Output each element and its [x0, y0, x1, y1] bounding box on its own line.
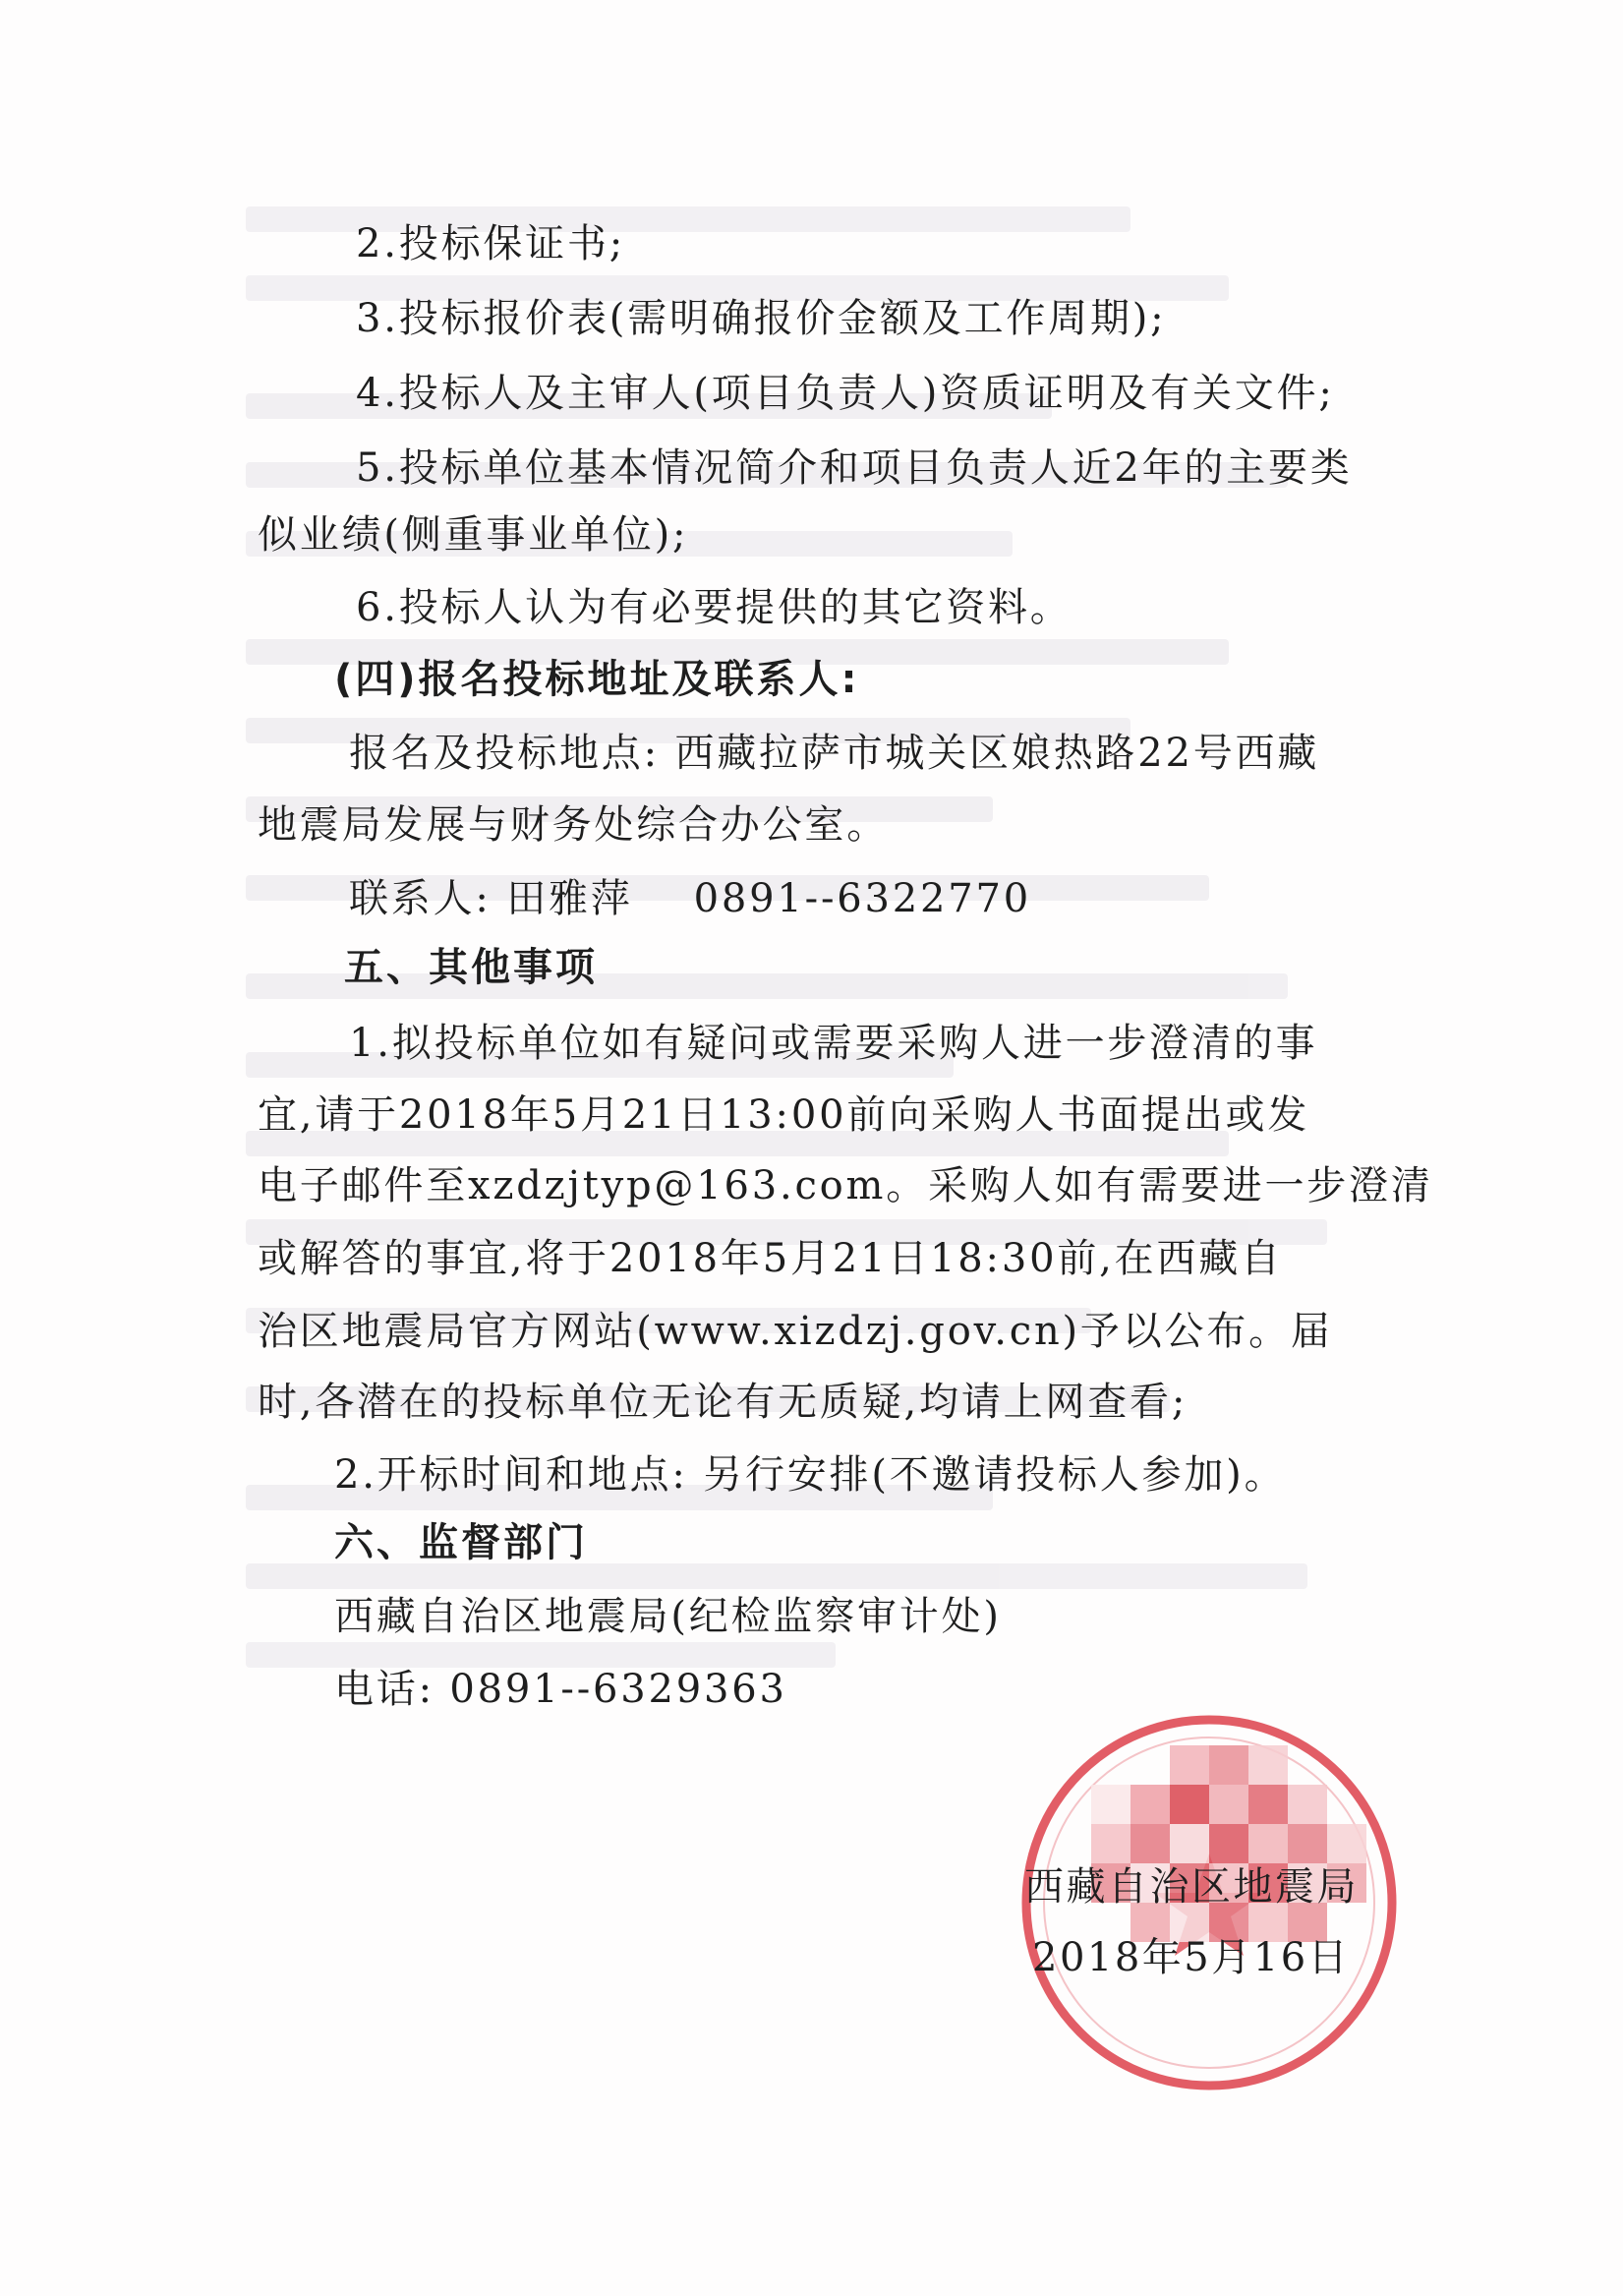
mosaic-cell	[1248, 1824, 1288, 1863]
section-heading: (四)报名投标地址及联系人:	[334, 657, 860, 702]
mosaic-cell	[1288, 1824, 1327, 1863]
text-line: 电话: 0891--6329363	[334, 1667, 787, 1712]
text-line: 报名及投标地点: 西藏拉萨市城关区娘热路22号西藏	[349, 731, 1320, 776]
text-line: 2.投标保证书;	[356, 221, 626, 266]
mosaic-cell	[1288, 1785, 1327, 1824]
mosaic-cell	[1209, 1745, 1248, 1785]
mosaic-cell	[1248, 1745, 1288, 1785]
mosaic-cell	[1209, 1785, 1248, 1824]
section-heading: 五、其他事项	[344, 945, 598, 990]
mosaic-cell	[1170, 1824, 1209, 1863]
mosaic-cell	[1130, 1824, 1170, 1863]
text-line: 治区地震局官方网站(www.xizdzj.gov.cn)予以公布。届	[258, 1309, 1333, 1354]
text-line: 3.投标报价表(需明确报价金额及工作周期);	[356, 296, 1167, 341]
text-line: 或解答的事宜,将于2018年5月21日18:30前,在西藏自	[258, 1236, 1283, 1281]
signature-date: 2018年5月16日	[1032, 1935, 1351, 1980]
text-line: 宜,请于2018年5月21日13:00前向采购人书面提出或发	[258, 1092, 1310, 1138]
mosaic-cell	[1091, 1824, 1130, 1863]
text-line: 2.开标时间和地点: 另行安排(不邀请投标人参加)。	[334, 1452, 1287, 1498]
mosaic-cell	[1170, 1745, 1209, 1785]
text-line: 6.投标人认为有必要提供的其它资料。	[356, 585, 1072, 630]
mosaic-cell	[1248, 1785, 1288, 1824]
text-line: 4.投标人及主审人(项目负责人)资质证明及有关文件;	[356, 371, 1335, 416]
mosaic-cell	[1209, 1824, 1248, 1863]
text-line: 1.拟投标单位如有疑问或需要采购人进一步澄清的事	[349, 1021, 1318, 1066]
signature-org: 西藏自治区地震局	[1024, 1864, 1359, 1910]
text-line: 时,各潜在的投标单位无论有无质疑,均请上网查看;	[258, 1380, 1188, 1425]
text-line: 地震局发展与财务处综合办公室。	[258, 802, 889, 848]
mosaic-cell	[1327, 1824, 1366, 1863]
text-line: 电子邮件至xzdzjtyp@163.com。采购人如有需要进一步澄清	[258, 1163, 1433, 1208]
text-line: 西藏自治区地震局(纪检监察审计处)	[334, 1594, 1002, 1639]
mosaic-cell	[1130, 1785, 1170, 1824]
mosaic-cell	[1091, 1785, 1130, 1824]
text-line: 联系人: 田雅萍 0891--6322770	[349, 876, 1032, 921]
text-line: 5.投标单位基本情况简介和项目负责人近2年的主要类	[356, 445, 1353, 491]
text-line: 似业绩(侧重事业单位);	[258, 512, 689, 558]
section-heading: 六、监督部门	[334, 1520, 588, 1565]
mosaic-cell	[1170, 1785, 1209, 1824]
